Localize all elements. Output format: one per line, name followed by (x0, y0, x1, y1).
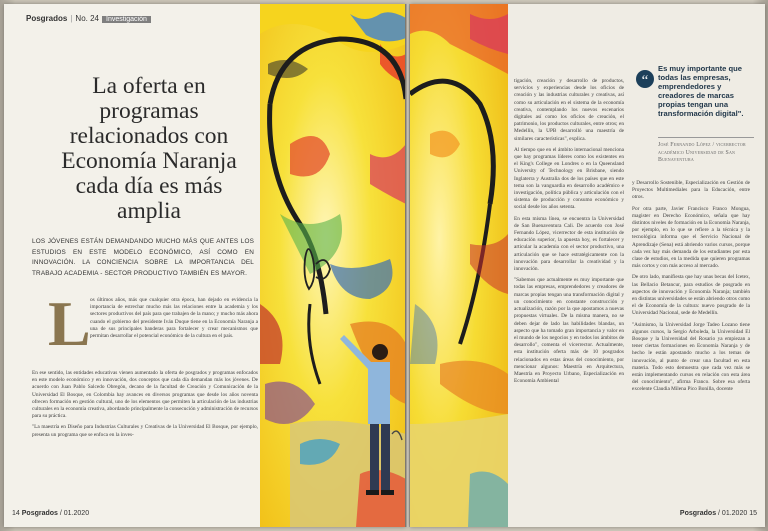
quote-tail: ". (737, 109, 744, 118)
paragraph: tigación, creación y desarrollo de productos, servicios y experiencias desde los oficios de creación y las industrias culturales y creativas, así como su articulación en el sistema de la economía creativa, contemplando los nuevos escenarios digitales así como los oficios de creación, el patrimonio, los productos culturales, entre otros; en Medellín, la UPB desarrolló una maestría de similares características", explica. (514, 78, 624, 142)
issue-number: No. 24 (75, 14, 99, 23)
pull-quote-text (658, 64, 758, 118)
lightbulb-painting-right (410, 4, 508, 527)
paragraph: y Desarrollo Sostenible, Especialización en Gestión de Proyectos Multimediales para la Educación, entre otros. (632, 180, 750, 201)
quote-bold: empresas, emprendedores y creadores de marcas propias tengan una transformación digital (658, 73, 738, 118)
right-folio (680, 510, 757, 517)
quote-mark-icon: “ (636, 70, 654, 88)
page-header: Posgrados | No. 24 Investigación (26, 14, 151, 23)
paragraph: En esta misma línea, se encuentra la Universidad de San Buenaventura Cali. De acuerdo con José Fernando López, vicerrector de esta institución de educación superior, la apuesta hoy, es fortalecer y articular la academia con el sector productivo, una articulación que se hace estratégicamente con la innovación para desarrollar la creatividad y la innovación. (514, 215, 624, 273)
quote-lead: Es muy importante que todas las (658, 64, 742, 82)
right-column-1 (514, 78, 624, 389)
article-dek: LOS JÓVENES ESTÁN DEMANDANDO MUCHO MÁS QUE ANTES LOS ESTUDIOS EN ESTE MODELO ECONÓMICO, ASÍ COMO EN INNOVACIÓN. LA CONCIENCIA SOBRE LA IMPORTANCIA DEL TRABAJO ACADEMIA - SECTOR PRODUCTIVO TAMBIÉN ES MAYOR. (32, 238, 254, 277)
paragraph: Al tiempo que en el ámbito internacional menciona que hay programas líderes como los existentes en el King's College en Londres o en la Queensland University of Technology en Brisbane, siendo Inglaterra y Australia dos de los países que en este tema son la vanguardia en desarrollo académico e investigación, política pública y articulación con el sistema de producción y consumo económico y social desde los años setenta. (514, 146, 624, 211)
quote-divider (658, 137, 754, 138)
drop-cap: L (48, 288, 91, 359)
left-page (4, 4, 406, 527)
right-column-2 (632, 180, 750, 398)
section-tag: Investigación (102, 16, 151, 23)
section-name: Posgrados (26, 14, 68, 23)
folio-date-left: / 01.2020 (59, 510, 90, 517)
side-credit-strip (10, 294, 16, 464)
folio-brand-right: Posgrados (679, 510, 717, 517)
paragraph: os últimos años, más que cualquier otra época, han dejado en evidencia la importancia de estrechar mucho más las relaciones entre la academia y los sectores productivos del país para que trabajen de la mano; y mucho más ahora cuando el gobierno del presidente Iván Duque tiene en la Economía Naranja a una de sus principales banderas para fortalecer y crear mecanismos que permitan desarrollar el potencial económico de la cultura en el país. (90, 297, 258, 340)
left-folio (12, 510, 89, 517)
article-title: La oferta en programas relacionados con Economía Naranja cada día es más amplia (61, 73, 237, 224)
page-number-left: 14 (12, 510, 20, 517)
paragraph: "La maestría en Diseño para Industrias Culturales y Creativas de la Universidad El Bosque, por ejemplo, presenta un programa que se enfoca en la inves- (32, 424, 258, 438)
paragraph: En ese sentido, las entidades educativas vienen aumentado la oferta de posgrados y programas enfocados en este modelo económico y en innovación, dos conceptos que cada día demandan más los jóvenes. De acuerdo con Juan Pablo Salcedo Obregón, decano de la facultad de Creación y Comunicación de la Universidad El Bosque, en Colombia hay avances en diversos programas que desde los años noventa ofrecen formación en gestión cultural, uno de los elementos que permiten la articulación de las industrias culturales en la economía creativa, abordando principalmente la consecución y administración de recursos para su práctica. (32, 370, 258, 420)
quote-author: José Fernando López / vicerrector académico Universidad de San Buenaventura (658, 142, 746, 164)
folio-brand-left: Posgrados (21, 510, 58, 517)
left-column-body (32, 370, 258, 443)
folio-date-right: / 01.2020 (718, 510, 748, 517)
page-number-right: 15 (749, 510, 757, 517)
paragraph: De otro lado, manifiesta que hay unas becas del Icetex, las Bellacio Betancur, para estudios de posgrado en aspectos de innovación y Economía Naranja; también en distintas universidades se están abriendo otros como el de Economía de la cultura: nuevo posgrado de la Universidad Nacional, sede de Medellín. (632, 274, 750, 317)
paragraph: "Asimismo, la Universidad Jorge Tadeo Lozano tiene algunos cursos, la Sergio Arboleda, la Universidad El Bosque y la Universidad del Rosario ya empiezan a tener ciertas formaciones en Economía Naranja y de hecho le están apostando mucho a los temas de innovación, al punto de crear una facultad en esta materia. Todo esto demuestra que cada vez más se están implementando cursos en relación con esta área del conocimiento", afirma Franco. Sobre esa oferta excelente Claudia Milena Pico Bonilla, docente (632, 321, 750, 393)
paragraph: "Sabemos que actualmente es muy importante que todas las empresas, emprendedores y creadores de marcas propias tengan una transformación digital y un conocimiento en constante construcción y actualización, razón por la que apostamos a nuevas propuestas virtuales. De la misma manera, no se deben dejar de lado las habilidades blandas, un aspecto que ha tomado gran importancia y valor en el mundo de los negocios y en todos los ámbitos de desarrollo", comenta el vicerrector. Actualmente, esta institución oferta más de 10 posgrados relacionados en estas áreas del conocimiento, por mencionar algunos: Maestría en Arquitectura, Maestría en Proyecto Urbano, Especialización en Economía Ambiental (514, 277, 624, 385)
right-page (410, 4, 765, 527)
left-column-intro (90, 297, 258, 344)
paragraph: Por otra parte, Javier Francisco Franco Mongua, magister en Derecho Económico, señala que hay distintos niveles de formación en la Economía Naranja, por ejemplo, en lo que se refiere a la técnica y la tecnológica informa que el Servicio Nacional de Aprendizaje (Sena) está abriendo varios cursos, porque cada vez hay más demanda de los estudiantes por esta clase de estudios, en la medida que quieren programas más cortos y con más acceso al mercado. (632, 205, 750, 270)
lightbulb-painting-left (260, 4, 406, 527)
